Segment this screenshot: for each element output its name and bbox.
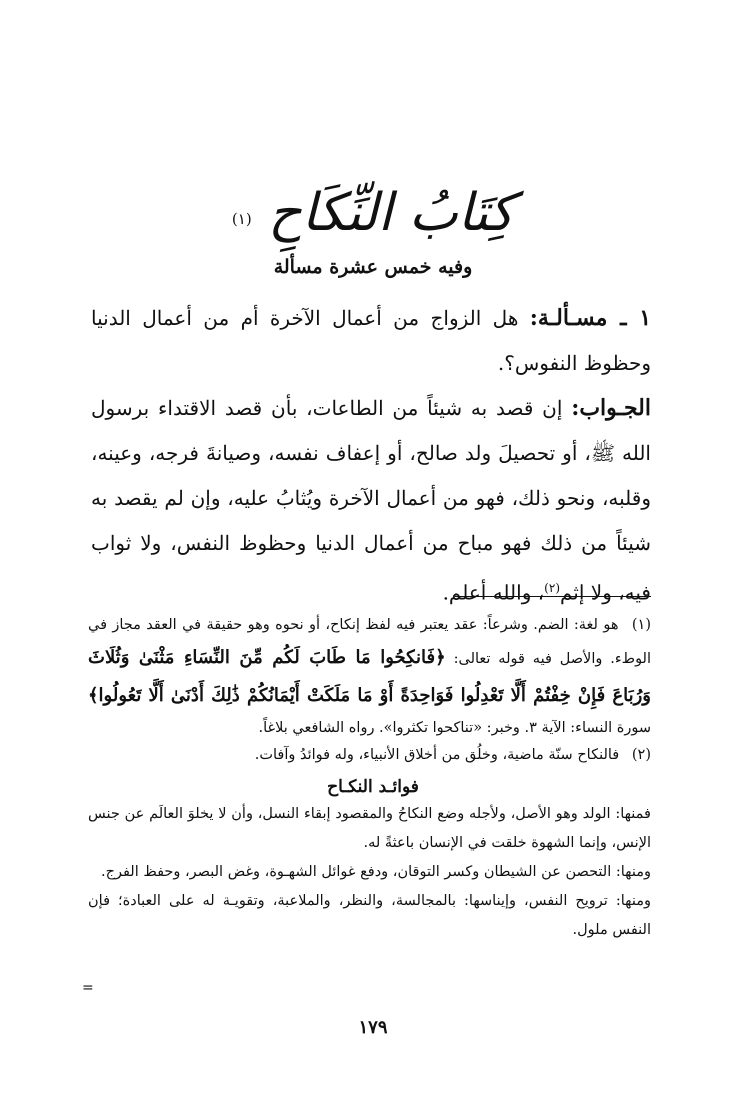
margin-continuation-mark: = xyxy=(82,980,94,996)
benefits-heading: فوائـد النكـاح xyxy=(327,777,419,797)
main-text xyxy=(91,296,651,616)
footnote-1-text: هو لغة: الضم. وشرعاً: عقد يعتبر فيه لفظ إنكاح، أو نحوه وهو حقيقة في العقد مجاز في الوطء. والأصل فيه قوله تعالى: xyxy=(88,617,652,667)
answer-paragraph xyxy=(91,386,651,616)
benefit-item-2: ومنها: التحصن عن الشيطان وكسر التوقان، ودفع غوائل الشهـوة، وغض البصر، وحفظ الفرج. xyxy=(100,864,651,880)
page-number: ١٧٩ xyxy=(358,1017,388,1038)
chapter-subtitle: وفيه خمس عشرة مسألة xyxy=(273,256,473,278)
benefits-list xyxy=(88,800,651,945)
answer-lead: الجـواب: xyxy=(571,395,651,421)
footnote-1 xyxy=(88,612,651,742)
chapter-title xyxy=(0,178,746,248)
footnote-2-text: فالنكاح سنّة ماضية، وخلُق من أخلاق الأنبياء، وله فوائدُ وآفات. xyxy=(254,747,620,763)
chapter-title-text: كِتَابُ النِّكَاحِ xyxy=(268,183,515,243)
footnote-2 xyxy=(88,742,651,769)
footnote-1-source: سورة النساء: الآية ٣. وخبر: «تناكحوا تكثروا». رواه الشافعي بلاغاً. xyxy=(258,720,651,736)
footnote-2-number: (٢) xyxy=(631,747,651,763)
chapter-title-footnote-ref: (١) xyxy=(231,210,252,228)
question-paragraph xyxy=(91,296,651,386)
footnotes xyxy=(88,612,651,769)
footnote-1-number: (١) xyxy=(631,617,651,633)
question-lead: ١ ـ مسـألـة: xyxy=(529,305,652,331)
footnote-1-verse: ﴿فَانكِحُوا مَا طَابَ لَكُم مِّنَ النِّسَاءِ مَثْنَىٰ وَثُلَاثَ وَرُبَاعَ فَإِنْ خِفْتُمْ أَلَّا تَعْدِلُوا فَوَاحِدَةً أَوْ مَا مَلَكَتْ أَيْمَانُكُمْ ذَٰلِكَ أَدْنَىٰ أَلَّا تَعُولُوا﴾ xyxy=(88,647,651,706)
question-text: هل الزواج من أعمال الآخرة أم من أعمال الدنيا وحظوظ النفوس؟. xyxy=(91,306,651,375)
benefit-item-1: فمنها: الولد وهو الأصل، ولأجله وضع النكاحُ والمقصود إبقاء النسل، وأن لا يخلوَ العالَم عن جنس الإنس، وإنما الشهوة خلقت في الإنسان باعثةً له. xyxy=(88,806,651,851)
answer-footnote-ref: (٢) xyxy=(544,581,560,595)
footnote-separator xyxy=(455,596,651,597)
benefit-item-3: ومنها: ترويح النفس، وإيناسها: بالمجالسة، والنظر، والملاعبة، وتقويـة له على العبادة؛ فإن النفس ملول. xyxy=(88,893,651,938)
answer-text: إن قصد به شيئاً من الطاعات، بأن قصد الاقتداء برسول الله ﷺ، أو تحصيلَ ولد صالح، أو إعفاف نفسه، وصيانةَ فرجه، وعينه، وقلبه، ونحو ذلك، فهو من أعمال الآخرة ويُثابُ عليه، وإن لم يقصد به شيئاً من ذلك فهو مباح من أعمال الدنيا وحظوظ النفس، ولا ثواب فيه، ولا إثم xyxy=(91,396,651,605)
answer-ending: ، والله أعلم. xyxy=(442,580,545,605)
